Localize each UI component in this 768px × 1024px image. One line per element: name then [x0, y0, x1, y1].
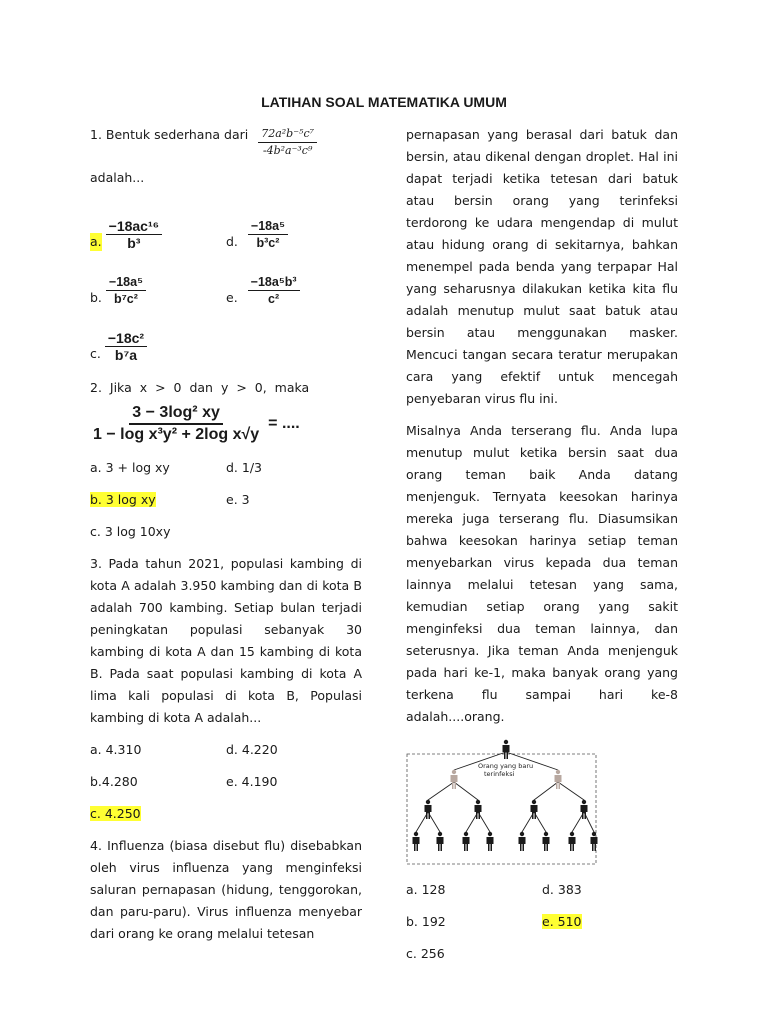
- person-icon: [413, 832, 420, 851]
- q3-option-d[interactable]: d. 4.220: [226, 742, 278, 757]
- q3-option-c[interactable]: c. 4.250: [90, 806, 141, 821]
- q3-options-row-1: [90, 739, 362, 761]
- q4-stem-right: pernapasan yang berasal dari batuk dan bersin, atau dikenal dengan droplet. Hal ini dapat terjadi ketika tetesan dari batuk atau bersin orang yang terinfeksi terdorong ke udara mengendap di mulut atau hidung orang di sekitarnya, bahkan menempel pada benda yang terpapar Hal yang seharusnya dilakukan ketika kita flu adalah menutup mulut saat batuk atau bersin atau menggunakan masker. Mencuci tangan secara teratur merupakan cara yang efektif untuk mencegah penyebaran virus flu ini.: [406, 127, 678, 406]
- q1-option-e-label: e.: [226, 290, 238, 305]
- q1-option-e-num: −18a⁵b³: [248, 274, 300, 291]
- q1-expression: [258, 126, 317, 159]
- person-icon: [555, 770, 562, 789]
- diagram-link: [558, 782, 584, 800]
- q4-option-e[interactable]: e. 510: [542, 914, 582, 929]
- person-icon: [503, 740, 510, 759]
- q4-option-a[interactable]: a. 128: [406, 882, 446, 897]
- diagram-link: [428, 782, 454, 800]
- q4-option-c[interactable]: c. 256: [406, 946, 445, 961]
- q2-eq-den: 1 − log x³y² + 2log x√y: [93, 426, 260, 443]
- q2-eq-tail: = ....: [268, 415, 300, 432]
- q2-option-a[interactable]: a. 3 + log xy: [90, 460, 170, 475]
- diagram-link: [534, 782, 558, 800]
- page-title: LATIHAN SOAL MATEMATIKA UMUM: [261, 94, 507, 110]
- person-icon: [591, 832, 598, 851]
- q1-option-e-den: c²: [268, 292, 280, 306]
- q3-stem: 3. Pada tahun 2021, populasi kambing di kota A adalah 3.950 kambing dan di kota B adalah 700 kambing. Setiap bulan terjadi peningkatan populasi sebanyak 30 kambing di kota A dan 15 kambing di kota B. Pada saat populasi kambing di kota A lima kali populasi di kota B, Populasi kambing di kota A adalah...: [90, 556, 362, 725]
- left-column: [90, 124, 362, 955]
- diagram-label-line-1: Orang yang baru: [478, 762, 534, 770]
- q4-options-row-2: [406, 911, 678, 933]
- q4-options-row-3: [406, 943, 678, 965]
- q1-option-c-label: c.: [90, 346, 101, 361]
- person-icon: [451, 770, 458, 789]
- diagram-label-line-2: terinfeksi: [484, 770, 515, 778]
- q1-option-c-num: −18c²: [105, 330, 147, 347]
- q1-option-c-den: b⁷a: [114, 347, 138, 363]
- q2-options-row-3: [90, 521, 362, 543]
- q1-option-c-frac: [105, 330, 147, 363]
- q3-options-row-3: [90, 803, 362, 825]
- q2-option-b[interactable]: b. 3 log xy: [90, 492, 156, 507]
- q3-option-a[interactable]: a. 4.310: [90, 742, 142, 757]
- infection-tree-diagram: [406, 738, 678, 869]
- q1-options-row-1: [90, 199, 362, 251]
- person-icon: [569, 832, 576, 851]
- q1-option-d-den: b³c²: [256, 236, 280, 250]
- q4-option-d[interactable]: d. 383: [542, 882, 582, 897]
- q1-option-c[interactable]: [90, 311, 226, 363]
- q1-option-e[interactable]: [226, 255, 362, 307]
- person-icon: [543, 832, 550, 851]
- q4-stem-right-2: Misalnya Anda terserang flu. Anda lupa menutup mulut ketika bersin saat dua orang teman baik Anda datang menjenguk. Ternyata keesokan harinya mereka juga terserang flu. Diasumsikan bahwa keesokan harinya setiap teman menyebarkan virus kepada dua teman lainnya melalui tetesan yang sama, kemudian setiap orang yang sakit menginfeksi dua teman lainnya, dan seterusnya. Jika teman Anda menjenguk pada hari ke-1, maka banyak orang yang terkena flu sampai hari ke-8 adalah....orang.: [406, 423, 678, 724]
- q3-option-e[interactable]: e. 4.190: [226, 774, 278, 789]
- q2-stem: 2. Jika x > 0 dan y > 0, maka: [90, 380, 310, 395]
- q4-stem-left: 4. Influenza (biasa disebut flu) disebabkan oleh virus influenza yang menginfeksi saluran pernapasan (hidung, tenggorokan, dan paru-paru). Virus influenza menyebar dari orang ke orang melalui tetesan: [90, 838, 362, 941]
- q2-option-e[interactable]: e. 3: [226, 492, 250, 507]
- q1-option-d-num: −18a⁵: [248, 218, 288, 235]
- q1-option-e-frac: [248, 274, 300, 307]
- q4-options-row-1: [406, 879, 678, 901]
- q2-eq-num: 3 − 3log² xy: [129, 403, 223, 425]
- q2-options-row-1: [90, 457, 362, 479]
- q1-option-d-frac: [248, 218, 288, 251]
- diagram-link: [454, 782, 478, 800]
- q1-option-b-frac: [106, 274, 146, 307]
- q1-expr-num: 72a²b⁻⁵c⁷: [258, 126, 317, 143]
- q2-fraction: [90, 403, 262, 445]
- q2-option-d[interactable]: d. 1/3: [226, 460, 262, 475]
- person-icon: [487, 832, 494, 851]
- q1-suffix: adalah...: [90, 170, 145, 185]
- q1-options-row-3: [90, 311, 362, 363]
- q3-options-row-2: [90, 771, 362, 793]
- q1-option-d[interactable]: [226, 199, 362, 251]
- person-icon: [463, 832, 470, 851]
- person-icon: [519, 832, 526, 851]
- q1-prefix: 1. Bentuk sederhana dari: [90, 127, 249, 142]
- q1-option-a-frac: [106, 218, 162, 251]
- q1-option-d-label: d.: [226, 234, 238, 249]
- q1-option-a-num: −18ac¹⁶: [106, 218, 162, 235]
- q2-options-row-2: [90, 489, 362, 511]
- q1-options-row-2: [90, 255, 362, 307]
- q1-option-a-label: a.: [90, 234, 102, 249]
- q4-option-b[interactable]: b. 192: [406, 914, 446, 929]
- right-column: [406, 124, 678, 975]
- q2-equation: [90, 403, 362, 445]
- q2-option-c[interactable]: c. 3 log 10xy: [90, 524, 171, 539]
- person-icon: [437, 832, 444, 851]
- q1-option-b[interactable]: [90, 255, 226, 307]
- q1-option-a[interactable]: [90, 199, 226, 251]
- q3-option-b[interactable]: b.4.280: [90, 774, 138, 789]
- q1-option-b-num: −18a⁵: [106, 274, 146, 291]
- infection-tree-svg: [406, 738, 598, 866]
- q1-option-b-den: b⁷c²: [113, 292, 138, 306]
- q1-option-a-den: b³: [127, 235, 141, 251]
- q1-expr-den: -4b²a⁻³c⁹: [262, 144, 313, 157]
- q1-stem: [90, 124, 362, 159]
- q1-option-b-label: b.: [90, 290, 102, 305]
